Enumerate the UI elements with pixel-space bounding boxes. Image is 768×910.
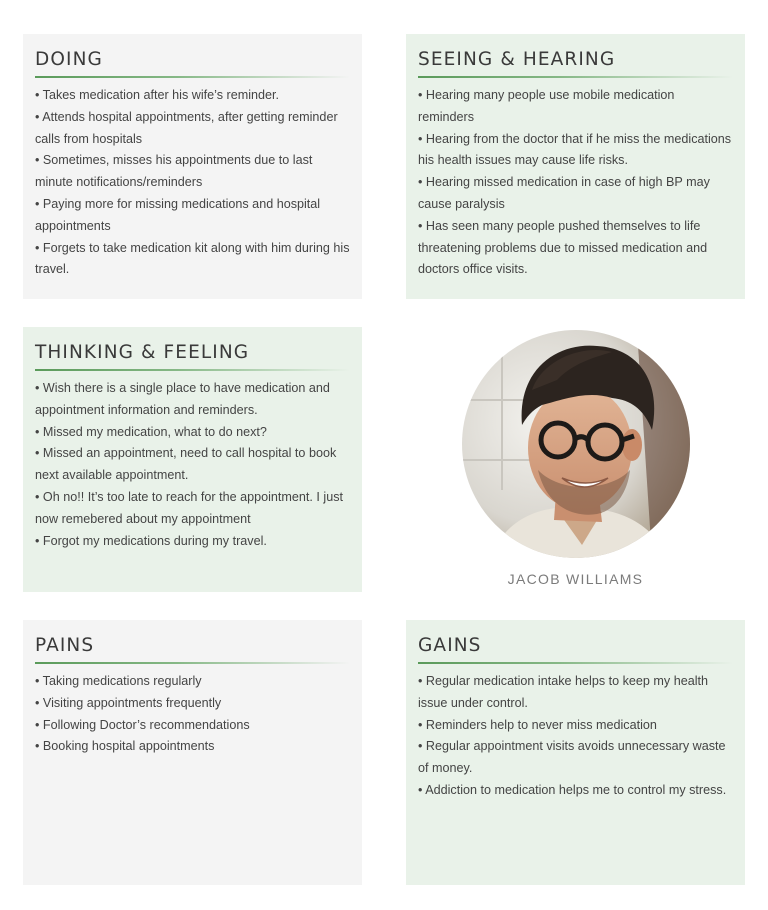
persona-avatar: [462, 330, 690, 558]
gains-list: [418, 671, 733, 802]
persona-portrait-image: [462, 330, 690, 558]
gains-divider: [418, 662, 733, 664]
list-item: • Has seen many people pushed themselves to life threatening problems due to missed medication and doctors office visits.: [418, 218, 708, 277]
list-item: • Sometimes, misses his appointments due to last minute notifications/reminders: [35, 153, 313, 190]
list-item: • Regular medication intake helps to keep my health issue under control.: [418, 674, 709, 710]
list-item: • Wish there is a single place to have medication and appointment information and reminders.: [35, 381, 330, 417]
pains-title: PAINS: [35, 635, 95, 656]
seeing-hearing-card: [406, 34, 745, 299]
list-item: • Taking medications regularly: [35, 674, 202, 688]
list-item: • Forgets to take medication kit along with him during his travel.: [35, 240, 350, 277]
gains-title: GAINS: [418, 635, 482, 656]
seeing-hearing-list: [418, 85, 733, 281]
list-item: • Regular appointment visits avoids unnecessary waste of money.: [418, 739, 726, 776]
doing-title: DOING: [35, 49, 103, 70]
gains-card: [406, 620, 745, 885]
list-item: • Hearing from the doctor that if he miss the medications his health issues may cause life risks.: [418, 131, 732, 168]
list-item: • Paying more for missing medications and hospital appointments: [35, 196, 321, 233]
persona-block: [406, 327, 745, 592]
list-item: • Booking hospital appointments: [35, 739, 215, 754]
pains-list: [35, 671, 350, 758]
thinking-feeling-list: [35, 378, 350, 552]
seeing-hearing-divider: [418, 76, 733, 78]
seeing-hearing-title: SEEING & HEARING: [418, 49, 616, 70]
doing-list: [35, 85, 350, 281]
pains-divider: [35, 662, 350, 664]
pains-card: [23, 620, 362, 885]
doing-divider: [35, 76, 350, 78]
list-item: • Attends hospital appointments, after getting reminder calls from hospitals: [35, 109, 338, 146]
list-item: • Following Doctor’s recommendations: [35, 717, 250, 732]
list-item: • Missed an appointment, need to call hospital to book next available appointment.: [35, 446, 337, 483]
persona-name: JACOB WILLIAMS: [507, 571, 644, 587]
list-item: • Missed my medication, what to do next?: [35, 424, 267, 439]
list-item: • Hearing missed medication in case of high BP may cause paralysis: [418, 175, 710, 211]
doing-card: [23, 34, 362, 299]
list-item: • Oh no!! It’s too late to reach for the appointment. I just now remebered about my appointment: [35, 489, 343, 526]
thinking-feeling-title: THINKING & FEELING: [35, 342, 250, 363]
list-item: • Reminders help to never miss medication: [418, 717, 657, 732]
list-item: • Hearing many people use mobile medication reminders: [418, 88, 675, 124]
list-item: • Forgot my medications during my travel.: [35, 533, 267, 548]
list-item: • Takes medication after his wife’s reminder.: [35, 88, 280, 102]
thinking-feeling-card: [23, 327, 362, 592]
list-item: • Addiction to medication helps me to control my stress.: [418, 782, 727, 797]
list-item: • Visiting appointments frequently: [35, 695, 222, 710]
thinking-feeling-divider: [35, 369, 350, 371]
